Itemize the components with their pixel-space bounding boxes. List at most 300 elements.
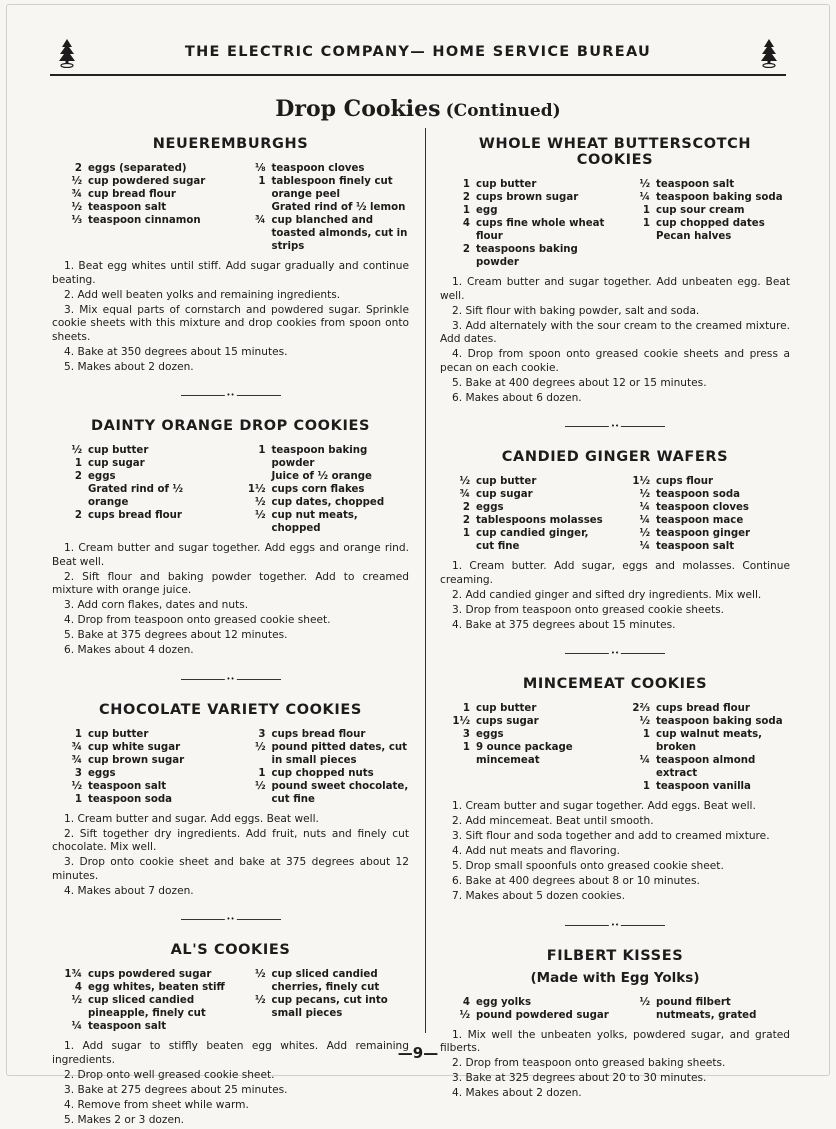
ingredient-row bbox=[440, 178, 610, 191]
ingredient-quantity: 1 bbox=[462, 528, 470, 539]
ingredient-text: cup white sugar bbox=[88, 741, 181, 753]
ingredient-quantity: ¼ bbox=[639, 515, 650, 526]
ingredient-row bbox=[236, 483, 410, 496]
ingredients-list bbox=[440, 475, 790, 553]
ingredient-text: cup sugar bbox=[476, 489, 533, 500]
recipe-section bbox=[440, 948, 790, 1101]
ingredient-text: pound powdered sugar bbox=[476, 1009, 609, 1021]
ingredient-text: cup sliced candied cherries, finely cut bbox=[271, 969, 380, 993]
ingredient-row bbox=[440, 996, 610, 1009]
ingredients-column bbox=[620, 702, 790, 793]
recipe-section bbox=[440, 676, 790, 904]
ingredient-quantity: 1½ bbox=[632, 476, 650, 487]
ingredient-text: teaspoon baking soda bbox=[656, 716, 783, 727]
ingredient-quantity: 1½ bbox=[247, 484, 266, 495]
ingredient-quantity: ½ bbox=[71, 202, 82, 213]
ingredient-row bbox=[52, 188, 226, 201]
ingredient-quantity: ⅓ bbox=[71, 215, 82, 226]
recipe-section bbox=[52, 136, 409, 374]
ingredient-text: cup dates, chopped bbox=[271, 497, 385, 508]
instruction-step: 5. Drop small spoonfuls onto greased cookie sheet. bbox=[452, 860, 724, 872]
instructions-list bbox=[440, 560, 790, 632]
ingredient-text: cups corn flakes bbox=[271, 484, 365, 495]
ingredient-quantity: 1½ bbox=[452, 716, 470, 727]
ingredient-quantity: 1 bbox=[642, 781, 650, 792]
ingredient-text: cups bread flour bbox=[271, 728, 366, 740]
ingredient-row bbox=[236, 767, 410, 780]
ingredient-quantity: 2 bbox=[462, 515, 470, 526]
ingredient-row bbox=[440, 715, 610, 728]
recipe-title: DAINTY ORANGE DROP COOKIES bbox=[90, 418, 370, 434]
ingredient-quantity: 2 bbox=[74, 471, 82, 482]
ingredient-quantity: ½ bbox=[254, 969, 266, 980]
ingredient-quantity: ½ bbox=[71, 176, 82, 187]
ingredient-row bbox=[52, 457, 226, 470]
ingredient-row bbox=[440, 728, 610, 741]
ingredient-text: cup sugar bbox=[88, 458, 145, 469]
ingredient-quantity: 1 bbox=[462, 742, 470, 753]
ingredient-quantity: 2 bbox=[74, 510, 82, 521]
ingredient-row bbox=[440, 501, 610, 514]
instruction-step: 1. Beat egg whites until stiff. Add sugar gradually and continue beating. bbox=[52, 260, 409, 286]
ingredient-row bbox=[440, 475, 610, 488]
instruction-step: 7. Makes about 5 dozen cookies. bbox=[452, 890, 625, 902]
ingredient-text: eggs bbox=[476, 502, 504, 513]
instruction-step: 2. Add candied ginger and sifted dry ingredients. Mix well. bbox=[452, 588, 762, 601]
ingredient-quantity: 2 bbox=[462, 244, 470, 255]
page-header bbox=[50, 34, 786, 74]
ingredient-quantity: 1 bbox=[642, 205, 650, 216]
ingredient-quantity: 2 bbox=[462, 502, 470, 513]
ingredient-row bbox=[52, 728, 226, 741]
instruction-step: 1. Cream butter and sugar together. Add eggs and orange rind. Beat well. bbox=[52, 542, 409, 568]
ingredient-quantity: ¼ bbox=[639, 192, 650, 203]
ingredients-column bbox=[52, 728, 226, 806]
header-title: THE ELECTRIC COMPANY— HOME SERVICE BUREAU bbox=[184, 44, 652, 60]
ingredient-row bbox=[620, 754, 790, 780]
ingredient-row bbox=[620, 488, 790, 501]
ingredient-text: teaspoon cloves bbox=[271, 163, 365, 174]
ingredient-quantity: ½ bbox=[459, 476, 470, 487]
ingredient-quantity: ½ bbox=[459, 1009, 470, 1021]
ingredient-text: teaspoon baking powder bbox=[271, 445, 368, 469]
section-separator bbox=[565, 920, 665, 930]
ingredient-text: teaspoon cinnamon bbox=[88, 215, 201, 226]
ingredient-quantity: 1 bbox=[258, 767, 266, 779]
section-separator bbox=[181, 674, 281, 684]
instruction-step: 5. Makes 2 or 3 dozen. bbox=[64, 1113, 185, 1126]
instruction-step: 6. Makes about 4 dozen. bbox=[64, 644, 194, 656]
section-separator bbox=[181, 390, 281, 400]
ingredient-quantity: 4 bbox=[462, 996, 470, 1008]
ingredient-quantity: 1¾ bbox=[64, 969, 82, 980]
recipe-title: AL'S COOKIES bbox=[170, 942, 291, 958]
ingredients-column bbox=[236, 968, 410, 1033]
ingredient-text: cups bread flour bbox=[88, 510, 182, 521]
ingredients-list bbox=[52, 444, 409, 535]
ingredients-column bbox=[236, 728, 410, 806]
recipe-section bbox=[52, 702, 409, 899]
instruction-step: 4. Drop from spoon onto greased cookie sheets and press a pecan on each cookie. bbox=[440, 348, 790, 374]
instruction-step: 3. Bake at 325 degrees about 20 to 30 minutes. bbox=[452, 1072, 707, 1084]
ingredient-quantity: 1 bbox=[642, 218, 650, 229]
ingredient-quantity: ½ bbox=[639, 489, 650, 500]
instruction-step: 4. Makes about 7 dozen. bbox=[64, 884, 194, 897]
ingredient-row bbox=[52, 981, 226, 994]
ingredient-text: teaspoon salt bbox=[656, 179, 735, 190]
ingredients-column bbox=[236, 444, 410, 535]
instruction-step: 4. Bake at 350 degrees about 15 minutes. bbox=[64, 345, 288, 358]
ingredient-text: cups flour bbox=[656, 476, 714, 487]
ingredients-column bbox=[52, 968, 226, 1033]
instruction-step: 2. Add mincemeat. Beat until smooth. bbox=[452, 815, 654, 827]
ingredient-row bbox=[620, 728, 790, 754]
ingredient-text: cups sugar bbox=[476, 716, 539, 727]
ingredient-quantity: ¾ bbox=[71, 741, 82, 753]
ingredient-text: cup blanched and toasted almonds, cut in strips bbox=[271, 215, 408, 252]
ingredient-text: cup butter bbox=[476, 703, 537, 714]
ingredient-text: teaspoon vanilla bbox=[656, 781, 751, 792]
ingredient-row bbox=[236, 780, 410, 806]
ingredient-quantity: 1 bbox=[462, 205, 470, 216]
section-separator bbox=[565, 648, 665, 658]
ingredient-row bbox=[52, 162, 226, 175]
ingredient-text: cup walnut meats, broken bbox=[656, 729, 763, 753]
ingredients-list bbox=[52, 162, 409, 253]
ingredient-text: eggs bbox=[88, 471, 116, 482]
page-number: —9— bbox=[397, 1044, 439, 1062]
ingredient-quantity: ¼ bbox=[639, 755, 650, 766]
ingredient-quantity: 2 bbox=[462, 192, 470, 203]
ingredient-row bbox=[620, 501, 790, 514]
ingredient-row bbox=[620, 702, 790, 715]
ingredient-text: egg whites, beaten stiff bbox=[88, 982, 225, 993]
ingredient-text: cup powdered sugar bbox=[88, 176, 206, 187]
ingredient-row bbox=[236, 214, 410, 253]
separator-dots: •• bbox=[610, 920, 620, 929]
ingredient-row bbox=[236, 444, 410, 470]
ingredients-column bbox=[620, 996, 790, 1022]
instruction-step: 2. Add well beaten yolks and remaining ingredients. bbox=[64, 288, 341, 301]
ingredient-text: teaspoon salt bbox=[88, 202, 167, 213]
ingredient-text: Grated rind of ½ lemon bbox=[271, 202, 406, 213]
recipe-title: NEUEREMBURGHS bbox=[152, 136, 309, 152]
instruction-step: 4. Remove from sheet while warm. bbox=[64, 1098, 249, 1111]
ingredient-quantity: 1 bbox=[258, 445, 266, 456]
instruction-step: 5. Bake at 400 degrees about 12 or 15 minutes. bbox=[452, 376, 707, 389]
ingredient-text: cup brown sugar bbox=[88, 754, 185, 766]
instruction-step: 4. Makes about 2 dozen. bbox=[452, 1087, 582, 1099]
ingredients-column bbox=[440, 996, 610, 1022]
instruction-step: 5. Makes about 2 dozen. bbox=[64, 360, 194, 373]
ingredient-quantity: 2 bbox=[74, 163, 82, 174]
ingredient-text: 9 ounce package mincemeat bbox=[476, 742, 573, 766]
ingredient-text: teaspoon salt bbox=[88, 1021, 167, 1032]
ingredients-column bbox=[52, 162, 226, 253]
ingredient-row bbox=[236, 741, 410, 767]
ingredient-quantity: 2⅔ bbox=[632, 703, 650, 714]
ingredient-quantity: ½ bbox=[71, 780, 82, 792]
ingredient-quantity: 3 bbox=[462, 729, 470, 740]
ingredient-quantity: 1 bbox=[462, 703, 470, 714]
ingredient-row bbox=[620, 204, 790, 217]
ingredients-column bbox=[440, 475, 610, 553]
ingredient-row bbox=[620, 191, 790, 204]
ingredient-row bbox=[52, 201, 226, 214]
ingredient-text: cup candied ginger, cut fine bbox=[476, 528, 589, 552]
ingredient-row bbox=[440, 702, 610, 715]
ingredient-row bbox=[52, 509, 226, 522]
instruction-step: 1. Add sugar to stiffly beaten egg whites. Add remaining ingredients. bbox=[52, 1040, 409, 1066]
recipe-title: WHOLE WHEAT BUTTERSCOTCH COOKIES bbox=[478, 136, 752, 168]
instruction-step: 3. Add corn flakes, dates and nuts. bbox=[64, 599, 249, 611]
recipe-title: CANDIED GINGER WAFERS bbox=[501, 449, 729, 465]
ingredient-text: egg bbox=[476, 205, 498, 216]
ingredient-text: teaspoon salt bbox=[88, 780, 167, 792]
ingredient-row bbox=[52, 214, 226, 227]
section-separator bbox=[565, 421, 665, 431]
ingredient-text: eggs (separated) bbox=[88, 163, 187, 174]
ingredient-row bbox=[52, 754, 226, 767]
ingredient-text: cup butter bbox=[88, 728, 149, 740]
ingredient-quantity: 4 bbox=[462, 218, 470, 229]
ingredient-quantity: ½ bbox=[254, 497, 266, 508]
instruction-step: 1. Mix well the unbeaten yolks, powdered sugar, and grated filberts. bbox=[440, 1028, 790, 1054]
ingredient-row bbox=[236, 509, 410, 535]
instruction-step: 3. Drop from teaspoon onto greased cookie sheets. bbox=[452, 603, 725, 616]
instruction-step: 4. Bake at 375 degrees about 15 minutes. bbox=[452, 618, 676, 631]
ingredient-text: cup sour cream bbox=[656, 205, 745, 216]
ingredients-column bbox=[620, 178, 790, 269]
instruction-step: 2. Sift flour and baking powder together. Add to creamed mixture with orange juice. bbox=[52, 570, 409, 596]
ingredient-row bbox=[440, 243, 610, 269]
ingredient-quantity bbox=[236, 470, 272, 483]
ingredient-row bbox=[236, 162, 410, 175]
ingredient-quantity: 4 bbox=[74, 982, 82, 993]
instruction-step: 4. Drop from teaspoon onto greased cookie sheet. bbox=[64, 614, 331, 626]
ingredient-quantity: ½ bbox=[71, 995, 82, 1006]
ingredient-row bbox=[52, 470, 226, 483]
ingredient-text: teaspoon salt bbox=[656, 541, 735, 552]
ingredient-quantity: ¼ bbox=[639, 541, 650, 552]
separator-dots: •• bbox=[610, 422, 620, 430]
ingredient-quantity: ½ bbox=[639, 179, 650, 190]
ingredient-row bbox=[52, 767, 226, 780]
ingredients-list bbox=[440, 178, 790, 269]
instruction-step: 4. Add nut meats and flavoring. bbox=[452, 845, 620, 857]
instructions-list bbox=[440, 1029, 790, 1101]
ingredient-text: pound sweet chocolate, cut fine bbox=[271, 780, 409, 805]
ingredient-quantity: 1 bbox=[74, 458, 82, 469]
section-separator bbox=[181, 914, 281, 924]
instruction-step: 5. Bake at 375 degrees about 12 minutes. bbox=[64, 629, 288, 641]
ingredient-quantity: ½ bbox=[639, 528, 650, 539]
instruction-step: 1. Cream butter and sugar together. Add unbeaten egg. Beat well. bbox=[440, 276, 790, 302]
header-rule bbox=[50, 74, 786, 76]
ingredient-row bbox=[236, 175, 410, 201]
ingredient-row bbox=[620, 780, 790, 793]
ingredient-text: cups brown sugar bbox=[476, 192, 579, 203]
instruction-step: 3. Sift flour and soda together and add to creamed mixture. bbox=[452, 830, 770, 842]
ingredient-row bbox=[236, 994, 410, 1020]
instructions-list bbox=[52, 813, 409, 899]
ingredient-row bbox=[52, 483, 226, 509]
ingredient-text: teaspoon ginger bbox=[656, 528, 751, 539]
ingredient-text: eggs bbox=[88, 767, 116, 779]
ingredient-row bbox=[620, 178, 790, 191]
ingredient-text: pound pitted dates, cut in small pieces bbox=[271, 741, 407, 766]
ingredient-row bbox=[236, 201, 410, 214]
column-divider bbox=[425, 128, 426, 1033]
ingredient-row bbox=[620, 996, 790, 1022]
ingredient-quantity bbox=[236, 201, 272, 214]
instruction-step: 1. Cream butter. Add sugar, eggs and molasses. Continue creaming. bbox=[440, 560, 790, 586]
ingredient-text: tablespoons molasses bbox=[476, 515, 603, 526]
instruction-step: 2. Sift flour with baking powder, salt and soda. bbox=[452, 304, 700, 317]
ingredient-row bbox=[440, 204, 610, 217]
left-column bbox=[52, 130, 409, 1129]
instruction-step: 3. Bake at 275 degrees about 25 minutes. bbox=[64, 1083, 288, 1096]
ingredient-quantity: ¾ bbox=[254, 215, 266, 226]
ingredient-quantity: ½ bbox=[254, 780, 266, 792]
ingredient-quantity: ½ bbox=[639, 996, 650, 1008]
ingredient-text: egg yolks bbox=[476, 996, 532, 1008]
ingredient-row bbox=[620, 475, 790, 488]
ingredient-text: cup sliced candied pineapple, finely cut bbox=[88, 995, 206, 1019]
ingredient-row bbox=[52, 741, 226, 754]
instruction-step: 6. Makes about 6 dozen. bbox=[452, 391, 582, 404]
ingredient-text: cups fine whole wheat flour bbox=[476, 218, 605, 242]
recipe-section bbox=[52, 418, 409, 658]
separator-dots: •• bbox=[610, 649, 620, 657]
recipe-section bbox=[52, 942, 409, 1127]
ingredient-text: teaspoon soda bbox=[88, 793, 173, 805]
ingredient-quantity: ¼ bbox=[639, 502, 650, 513]
ingredient-text: cup butter bbox=[476, 476, 537, 487]
ingredients-column bbox=[620, 475, 790, 553]
ingredient-quantity: 1 bbox=[258, 176, 266, 187]
ingredient-text: teaspoon almond extract bbox=[656, 755, 756, 779]
instruction-step: 3. Drop onto cookie sheet and bake at 375 degrees about 12 minutes. bbox=[52, 856, 409, 882]
ingredient-text: cup pecans, cut into small pieces bbox=[271, 995, 388, 1019]
ingredient-row bbox=[52, 444, 226, 457]
ingredient-text: cups powdered sugar bbox=[88, 969, 212, 980]
ingredients-column bbox=[440, 178, 610, 269]
ingredient-row bbox=[236, 968, 410, 994]
instructions-list bbox=[440, 276, 790, 405]
pine-tree-icon bbox=[760, 38, 778, 68]
instruction-step: 2. Drop from teaspoon onto greased baking sheets. bbox=[452, 1057, 726, 1069]
ingredient-row bbox=[52, 175, 226, 188]
ingredient-quantity: 3 bbox=[74, 767, 82, 779]
instruction-step: 3. Add alternately with the sour cream to the creamed mixture. Add dates. bbox=[440, 319, 790, 345]
ingredient-row bbox=[236, 470, 410, 483]
ingredient-row bbox=[52, 793, 226, 806]
ingredients-list bbox=[52, 968, 409, 1033]
ingredient-text: cup chopped dates Pecan halves bbox=[656, 218, 765, 242]
ingredient-text: tablespoon finely cut orange peel bbox=[271, 176, 393, 200]
ingredient-row bbox=[52, 994, 226, 1020]
ingredient-text: cup butter bbox=[476, 179, 537, 190]
recipe-section bbox=[440, 449, 790, 632]
ingredients-column bbox=[52, 444, 226, 535]
ingredients-list bbox=[52, 728, 409, 806]
ingredient-text: cup nut meats, chopped bbox=[271, 510, 358, 534]
instruction-step: 1. Cream butter and sugar. Add eggs. Beat well. bbox=[64, 812, 319, 825]
ingredient-text: teaspoon soda bbox=[656, 489, 741, 500]
ingredient-row bbox=[620, 217, 790, 243]
ingredient-quantity: ½ bbox=[254, 741, 266, 753]
instructions-list bbox=[52, 260, 409, 374]
right-column bbox=[440, 130, 790, 1102]
ingredients-column bbox=[440, 702, 610, 793]
ingredient-text: teaspoon cloves bbox=[656, 502, 749, 513]
separator-dots: •• bbox=[226, 915, 235, 923]
ingredient-row bbox=[620, 527, 790, 540]
ingredient-quantity: 1 bbox=[462, 179, 470, 190]
ingredient-text: cup chopped nuts bbox=[271, 767, 374, 779]
ingredient-quantity: ¾ bbox=[71, 754, 82, 766]
ingredient-text: cups bread flour bbox=[656, 703, 750, 714]
ingredients-list bbox=[440, 702, 790, 793]
separator-dots: •• bbox=[226, 674, 235, 683]
ingredient-row bbox=[440, 217, 610, 243]
ingredient-text: cup bread flour bbox=[88, 189, 176, 200]
ingredient-text: Juice of ½ orange bbox=[271, 471, 372, 482]
recipe-title: MINCEMEAT COOKIES bbox=[522, 676, 708, 692]
ingredient-row bbox=[236, 728, 410, 741]
ingredient-quantity: 1 bbox=[642, 729, 650, 740]
ingredient-text: teaspoons baking powder bbox=[476, 244, 578, 268]
ingredient-row bbox=[440, 1009, 610, 1022]
ingredient-text: pound filbert nutmeats, grated bbox=[656, 996, 757, 1021]
instruction-step: 3. Mix equal parts of cornstarch and powdered sugar. Sprinkle cookie sheets with this mixture and drop cookies from spoon onto sheets. bbox=[52, 303, 409, 343]
ingredient-quantity: ⅛ bbox=[254, 163, 266, 174]
ingredient-quantity: 1 bbox=[74, 728, 82, 740]
ingredient-quantity: ½ bbox=[254, 510, 266, 521]
ingredient-quantity: 1 bbox=[74, 793, 82, 805]
page-title-main: Drop Cookies bbox=[275, 96, 441, 122]
ingredient-row bbox=[440, 514, 610, 527]
instructions-list bbox=[440, 800, 790, 904]
ingredient-quantity: ¼ bbox=[71, 1021, 82, 1032]
ingredient-row bbox=[440, 527, 610, 553]
ingredient-quantity: ½ bbox=[639, 716, 650, 727]
instruction-step: 2. Sift together dry ingredients. Add fruit, nuts and finely cut chocolate. Mix well. bbox=[52, 827, 409, 853]
ingredients-column bbox=[236, 162, 410, 253]
ingredient-row bbox=[52, 1020, 226, 1033]
ingredient-row bbox=[440, 488, 610, 501]
recipe-section bbox=[440, 136, 790, 405]
ingredient-text: Grated rind of ½ orange bbox=[88, 484, 184, 508]
instructions-list bbox=[52, 542, 409, 658]
ingredient-text: teaspoon mace bbox=[656, 515, 744, 526]
ingredient-quantity: ½ bbox=[71, 445, 82, 456]
ingredient-row bbox=[52, 780, 226, 793]
ingredient-row bbox=[620, 540, 790, 553]
ingredient-text: cup butter bbox=[88, 445, 149, 456]
recipe-title: CHOCOLATE VARIETY COOKIES bbox=[99, 701, 362, 718]
ingredient-row bbox=[440, 741, 610, 767]
ingredient-quantity: ¾ bbox=[459, 489, 470, 500]
ingredient-text: eggs bbox=[476, 729, 504, 740]
ingredient-row bbox=[620, 715, 790, 728]
ingredient-row bbox=[236, 496, 410, 509]
ingredient-text: teaspoon baking soda bbox=[656, 192, 783, 203]
ingredient-quantity: ¾ bbox=[71, 189, 82, 200]
ingredient-quantity bbox=[52, 483, 88, 509]
ingredient-row bbox=[440, 191, 610, 204]
